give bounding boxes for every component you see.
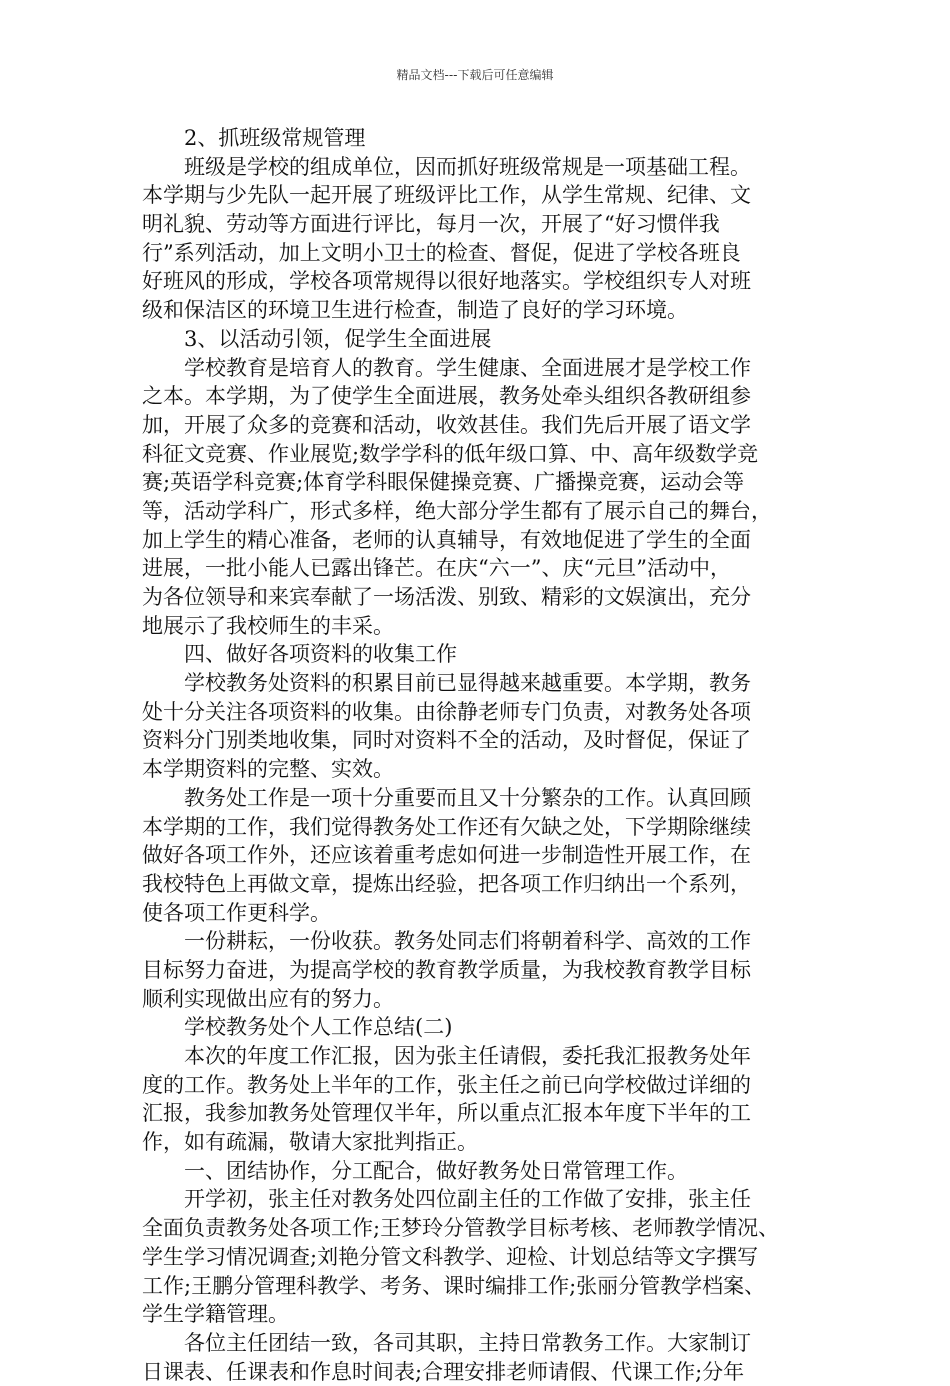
text-line: 一、团结协作，分工配合，做好教务处日常管理工作。 (184, 1158, 688, 1183)
text-line: 我校特色上再做文章，提炼出经验，把各项工作归纳出一个系列， (142, 871, 751, 896)
text-line: 之本。本学期，为了使学生全面进展，教务处牵头组织各教研组参 (142, 384, 751, 409)
text-line: 地展示了我校师生的丰采。 (142, 613, 394, 638)
text-line: 2、抓班级常规管理 (184, 126, 366, 150)
text-line: 做好各项工作外，还应该着重考虑如何进一步制造性开展工作，在 (142, 843, 751, 868)
document-body (142, 124, 822, 1386)
text-line: 处十分关注各项资料的收集。由徐静老师专门负责，对教务处各项 (142, 699, 751, 724)
text-line: 本学期与少先队一起开展了班级评比工作，从学生常规、纪律、文 (142, 183, 751, 208)
text-line: 明礼貌、劳动等方面进行评比，每月一次，开展了“好习惯伴我 (142, 212, 720, 237)
text-line: 汇报，我参加教务处管理仅半年，所以重点汇报本年度下半年的工 (142, 1101, 751, 1126)
text-line: 一份耕耘，一份收获。教务处同志们将朝着科学、高效的工作 (184, 929, 751, 954)
text-line: 资料分门别类地收集，同时对资料不全的活动，及时督促，保证了 (142, 728, 751, 753)
text-line: 本次的年度工作汇报，因为张主任请假，委托我汇报教务处年 (184, 1044, 751, 1068)
text-line: 班级是学校的组成单位，因而抓好班级常规是一项基础工程。 (184, 154, 751, 179)
text-line: 科征文竞赛、作业展览;数学学科的低年级口算、中、高年级数学竞 (142, 441, 759, 466)
text-line: 为各位领导和来宾奉献了一场活泼、别致、精彩的文娱演出，充分 (142, 585, 751, 609)
text-line: 四、做好各项资料的收集工作 (184, 642, 457, 667)
text-line: 日课表、任课表和作息时间表;合理安排老师请假、代课工作;分年 (142, 1359, 745, 1384)
text-line: 好班风的形成，学校各项常规得以很好地落实。学校组织专人对班 (142, 269, 751, 294)
text-line: 3、以活动引领，促学生全面进展 (184, 326, 492, 351)
text-line: 使各项工作更科学。 (142, 900, 331, 925)
text-line: 各位主任团结一致，各司其职，主持日常教务工作。大家制订 (184, 1330, 751, 1355)
text-line: 行”系列活动，加上文明小卫士的检查、督促，促进了学校各班良 (142, 240, 741, 265)
text-line: 学校教育是培育人的教育。学生健康、全面进展才是学校工作 (184, 355, 751, 380)
text-line: 学生学籍管理。 (142, 1302, 289, 1327)
text-line: 本学期资料的完整、实效。 (142, 757, 394, 782)
text-line: 教务处工作是一项十分重要而且又十分繁杂的工作。认真回顾 (184, 785, 751, 810)
text-line: 学校教务处资料的积累目前已显得越来越重要。本学期，教务 (184, 671, 751, 696)
text-line: 级和保洁区的环境卫生进行检查，制造了良好的学习环境。 (142, 298, 688, 323)
text-line: 作，如有疏漏，敬请大家批判指正。 (142, 1130, 478, 1155)
text-line: 度的工作。教务处上半年的工作，张主任之前已向学校做过详细的 (142, 1072, 751, 1097)
page-header: 精品文档---下载后可任意编辑 (396, 68, 554, 82)
text-line: 目标努力奋进，为提高学校的教育教学质量，为我校教育教学目标 (142, 957, 751, 982)
text-line: 顺利实现做出应有的努力。 (142, 986, 394, 1011)
text-line: 进展，一批小能人已露出锋芒。在庆“六一”、庆“元旦”活动中， (142, 556, 731, 581)
text-line: 等，活动学科广，形式多样，绝大部分学生都有了展示自己的舞台， (142, 498, 772, 523)
text-line: 工作;王鹏分管理科教学、考务、课时编排工作;张丽分管教学档案、 (142, 1273, 766, 1298)
text-line: 学校教务处个人工作总结(二) (184, 1015, 453, 1040)
text-line: 赛;英语学科竞赛;体育学科眼保健操竞赛、广播操竞赛，运动会等 (142, 470, 745, 495)
text-line: 开学初，张主任对教务处四位副主任的工作做了安排，张主任 (184, 1187, 751, 1212)
text-line: 加，开展了众多的竞赛和活动，收效甚佳。我们先后开展了语文学 (142, 412, 751, 437)
text-line: 学生学习情况调查;刘艳分管文科教学、迎检、计划总结等文字撰写 (142, 1244, 759, 1269)
text-line: 加上学生的精心准备，老师的认真辅导，有效地促进了学生的全面 (142, 527, 751, 552)
text-line: 本学期的工作，我们觉得教务处工作还有欠缺之处，下学期除继续 (142, 814, 751, 839)
text-line: 全面负责教务处各项工作;王梦玲分管教学目标考核、老师教学情况、 (142, 1216, 780, 1241)
